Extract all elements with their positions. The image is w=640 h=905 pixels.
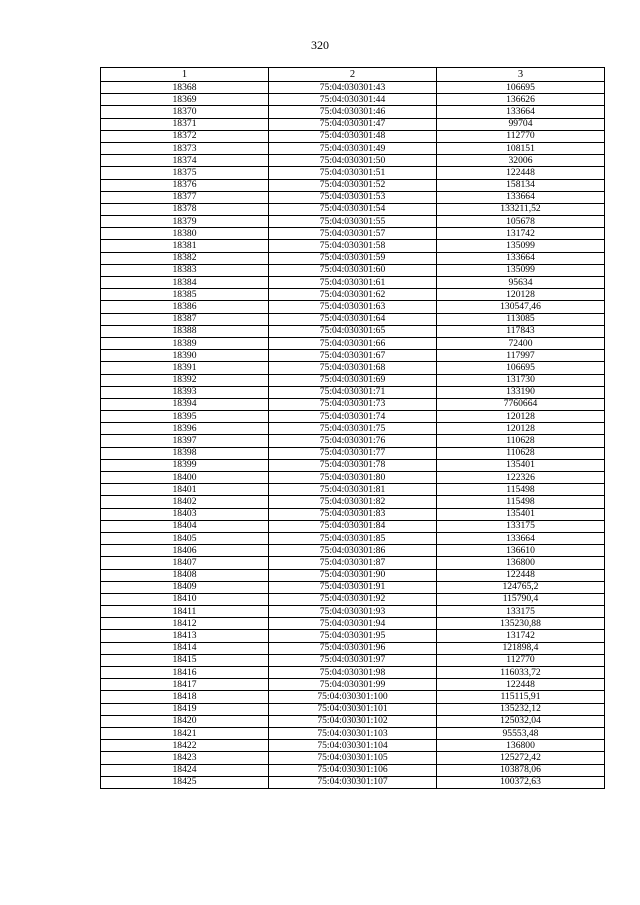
row-number-cell: 18400 [101,472,269,484]
table-row [101,679,605,691]
table-row [101,569,605,581]
cadastral-number-cell: 75:04:030301:101 [269,703,437,715]
cadastral-number-cell: 75:04:030301:103 [269,727,437,739]
table-row [101,654,605,666]
cadastral-number-cell: 75:04:030301:67 [269,350,437,362]
table-row [101,776,605,788]
table-row [101,606,605,618]
value-cell: 135099 [437,240,605,252]
value-cell: 135230,88 [437,618,605,630]
value-cell: 122448 [437,569,605,581]
table-row [101,472,605,484]
value-cell: 100372,63 [437,776,605,788]
cadastral-number-cell: 75:04:030301:104 [269,740,437,752]
table-row [101,557,605,569]
cadastral-number-cell: 75:04:030301:92 [269,593,437,605]
table-row [101,130,605,142]
cadastral-number-cell: 75:04:030301:91 [269,581,437,593]
cadastral-number-cell: 75:04:030301:99 [269,679,437,691]
table-row [101,203,605,215]
column-header-1: 1 [101,68,269,82]
value-cell: 121898,4 [437,642,605,654]
cadastral-number-cell: 75:04:030301:58 [269,240,437,252]
cadastral-number-cell: 75:04:030301:60 [269,264,437,276]
value-cell: 106695 [437,362,605,374]
row-number-cell: 18373 [101,142,269,154]
cadastral-number-cell: 75:04:030301:90 [269,569,437,581]
cadastral-number-cell: 75:04:030301:98 [269,667,437,679]
row-number-cell: 18397 [101,435,269,447]
value-cell: 115790,4 [437,593,605,605]
value-cell: 133190 [437,386,605,398]
row-number-cell: 18372 [101,130,269,142]
table-row [101,740,605,752]
row-number-cell: 18411 [101,606,269,618]
row-number-cell: 18386 [101,301,269,313]
table-row [101,435,605,447]
row-number-cell: 18409 [101,581,269,593]
table-row [101,167,605,179]
row-number-cell: 18391 [101,362,269,374]
value-cell: 158134 [437,179,605,191]
column-header-2: 2 [269,68,437,82]
row-number-cell: 18419 [101,703,269,715]
row-number-cell: 18378 [101,203,269,215]
table-row [101,155,605,167]
table-row [101,386,605,398]
cadastral-number-cell: 75:04:030301:68 [269,362,437,374]
cadastral-number-cell: 75:04:030301:66 [269,337,437,349]
value-cell: 105678 [437,216,605,228]
value-cell: 116033,72 [437,667,605,679]
table-row [101,264,605,276]
row-number-cell: 18417 [101,679,269,691]
value-cell: 122448 [437,167,605,179]
row-number-cell: 18384 [101,277,269,289]
row-number-cell: 18392 [101,374,269,386]
table-row [101,106,605,118]
cadastral-number-cell: 75:04:030301:80 [269,472,437,484]
table-row [101,508,605,520]
table-row [101,727,605,739]
cadastral-number-cell: 75:04:030301:69 [269,374,437,386]
value-cell: 117997 [437,350,605,362]
table-row [101,630,605,642]
row-number-cell: 18368 [101,82,269,94]
cadastral-number-cell: 75:04:030301:65 [269,325,437,337]
cadastral-number-cell: 75:04:030301:71 [269,386,437,398]
row-number-cell: 18382 [101,252,269,264]
cadastral-number-cell: 75:04:030301:48 [269,130,437,142]
table-row [101,216,605,228]
table-row [101,447,605,459]
value-cell: 133175 [437,520,605,532]
row-number-cell: 18389 [101,337,269,349]
row-number-cell: 18383 [101,264,269,276]
cadastral-number-cell: 75:04:030301:76 [269,435,437,447]
value-cell: 135401 [437,508,605,520]
row-number-cell: 18399 [101,459,269,471]
value-cell: 133664 [437,252,605,264]
row-number-cell: 18412 [101,618,269,630]
value-cell: 125272,42 [437,752,605,764]
cadastral-number-cell: 75:04:030301:57 [269,228,437,240]
row-number-cell: 18422 [101,740,269,752]
value-cell: 108151 [437,142,605,154]
table-row [101,520,605,532]
row-number-cell: 18406 [101,545,269,557]
table-row [101,118,605,130]
value-cell: 133211,52 [437,203,605,215]
cadastral-number-cell: 75:04:030301:55 [269,216,437,228]
cadastral-number-cell: 75:04:030301:102 [269,715,437,727]
row-number-cell: 18414 [101,642,269,654]
value-cell: 135099 [437,264,605,276]
table-row [101,362,605,374]
value-cell: 136610 [437,545,605,557]
table-header-row [101,68,605,82]
table-row [101,496,605,508]
value-cell: 125032,04 [437,715,605,727]
row-number-cell: 18425 [101,776,269,788]
cadastral-number-cell: 75:04:030301:64 [269,313,437,325]
cadastral-number-cell: 75:04:030301:81 [269,484,437,496]
row-number-cell: 18385 [101,289,269,301]
row-number-cell: 18395 [101,411,269,423]
cadastral-number-cell: 75:04:030301:85 [269,532,437,544]
row-number-cell: 18418 [101,691,269,703]
value-cell: 136800 [437,557,605,569]
value-cell: 115115,91 [437,691,605,703]
row-number-cell: 18379 [101,216,269,228]
row-number-cell: 18416 [101,667,269,679]
cadastral-number-cell: 75:04:030301:75 [269,423,437,435]
row-number-cell: 18415 [101,654,269,666]
cadastral-number-cell: 75:04:030301:50 [269,155,437,167]
value-cell: 131742 [437,228,605,240]
table-row [101,350,605,362]
value-cell: 124765,2 [437,581,605,593]
table-row [101,715,605,727]
row-number-cell: 18403 [101,508,269,520]
row-number-cell: 18369 [101,94,269,106]
row-number-cell: 18393 [101,386,269,398]
row-number-cell: 18424 [101,764,269,776]
cadastral-number-cell: 75:04:030301:49 [269,142,437,154]
table-row [101,691,605,703]
table-row [101,593,605,605]
cadastral-number-cell: 75:04:030301:95 [269,630,437,642]
row-number-cell: 18421 [101,727,269,739]
value-cell: 99704 [437,118,605,130]
row-number-cell: 18375 [101,167,269,179]
table-row [101,240,605,252]
value-cell: 113085 [437,313,605,325]
row-number-cell: 18407 [101,557,269,569]
value-cell: 131730 [437,374,605,386]
table-row [101,423,605,435]
value-cell: 131742 [437,630,605,642]
row-number-cell: 18402 [101,496,269,508]
value-cell: 130547,46 [437,301,605,313]
row-number-cell: 18376 [101,179,269,191]
row-number-cell: 18401 [101,484,269,496]
table-row [101,581,605,593]
value-cell: 115498 [437,484,605,496]
cadastral-number-cell: 75:04:030301:96 [269,642,437,654]
cadastral-number-cell: 75:04:030301:97 [269,654,437,666]
cadastral-number-cell: 75:04:030301:107 [269,776,437,788]
cadastral-number-cell: 75:04:030301:43 [269,82,437,94]
table-row [101,142,605,154]
value-cell: 122448 [437,679,605,691]
cadastral-number-cell: 75:04:030301:86 [269,545,437,557]
table-row [101,252,605,264]
cadastral-number-cell: 75:04:030301:47 [269,118,437,130]
value-cell: 106695 [437,82,605,94]
row-number-cell: 18413 [101,630,269,642]
row-number-cell: 18377 [101,191,269,203]
value-cell: 112770 [437,654,605,666]
table-row [101,289,605,301]
cadastral-number-cell: 75:04:030301:77 [269,447,437,459]
value-cell: 103878,06 [437,764,605,776]
row-number-cell: 18398 [101,447,269,459]
row-number-cell: 18408 [101,569,269,581]
value-cell: 133664 [437,191,605,203]
table-row [101,459,605,471]
cadastral-number-cell: 75:04:030301:59 [269,252,437,264]
value-cell: 115498 [437,496,605,508]
value-cell: 133664 [437,532,605,544]
cadastral-number-cell: 75:04:030301:62 [269,289,437,301]
table-row [101,94,605,106]
row-number-cell: 18390 [101,350,269,362]
table-row [101,532,605,544]
row-number-cell: 18370 [101,106,269,118]
table-row [101,179,605,191]
table-row [101,325,605,337]
value-cell: 136626 [437,94,605,106]
cadastral-number-cell: 75:04:030301:44 [269,94,437,106]
value-cell: 135232,12 [437,703,605,715]
table-row [101,545,605,557]
value-cell: 122326 [437,472,605,484]
table-row [101,301,605,313]
cadastral-number-cell: 75:04:030301:74 [269,411,437,423]
value-cell: 110628 [437,447,605,459]
value-cell: 72400 [437,337,605,349]
cadastral-number-cell: 75:04:030301:93 [269,606,437,618]
table-row [101,374,605,386]
cadastral-number-cell: 75:04:030301:63 [269,301,437,313]
cadastral-number-cell: 75:04:030301:82 [269,496,437,508]
value-cell: 120128 [437,411,605,423]
row-number-cell: 18387 [101,313,269,325]
cadastral-number-cell: 75:04:030301:94 [269,618,437,630]
table-row [101,82,605,94]
table-row [101,398,605,410]
cadastral-number-cell: 75:04:030301:106 [269,764,437,776]
row-number-cell: 18423 [101,752,269,764]
value-cell: 112770 [437,130,605,142]
value-cell: 110628 [437,435,605,447]
value-cell: 7760664 [437,398,605,410]
value-cell: 120128 [437,423,605,435]
table-body [101,82,605,789]
value-cell: 120128 [437,289,605,301]
cadastral-number-cell: 75:04:030301:84 [269,520,437,532]
row-number-cell: 18394 [101,398,269,410]
cadastral-number-cell: 75:04:030301:105 [269,752,437,764]
value-cell: 95553,48 [437,727,605,739]
cadastral-number-cell: 75:04:030301:87 [269,557,437,569]
table-row [101,764,605,776]
column-header-3: 3 [437,68,605,82]
data-table [100,67,605,789]
table-row [101,484,605,496]
table-row [101,752,605,764]
row-number-cell: 18388 [101,325,269,337]
row-number-cell: 18405 [101,532,269,544]
row-number-cell: 18381 [101,240,269,252]
page-number: 320 [311,38,329,52]
row-number-cell: 18410 [101,593,269,605]
value-cell: 95634 [437,277,605,289]
cadastral-number-cell: 75:04:030301:78 [269,459,437,471]
cadastral-number-cell: 75:04:030301:53 [269,191,437,203]
cadastral-number-cell: 75:04:030301:46 [269,106,437,118]
table-row [101,703,605,715]
table-row [101,228,605,240]
table-row [101,313,605,325]
value-cell: 136800 [437,740,605,752]
value-cell: 133664 [437,106,605,118]
value-cell: 133175 [437,606,605,618]
value-cell: 117843 [437,325,605,337]
row-number-cell: 18371 [101,118,269,130]
table-row [101,618,605,630]
value-cell: 135401 [437,459,605,471]
table-row [101,667,605,679]
cadastral-number-cell: 75:04:030301:61 [269,277,437,289]
cadastral-number-cell: 75:04:030301:83 [269,508,437,520]
table-row [101,337,605,349]
table-row [101,642,605,654]
cadastral-number-cell: 75:04:030301:100 [269,691,437,703]
row-number-cell: 18420 [101,715,269,727]
row-number-cell: 18380 [101,228,269,240]
cadastral-number-cell: 75:04:030301:51 [269,167,437,179]
table-row [101,411,605,423]
table-row [101,277,605,289]
row-number-cell: 18396 [101,423,269,435]
cadastral-number-cell: 75:04:030301:73 [269,398,437,410]
cadastral-number-cell: 75:04:030301:54 [269,203,437,215]
value-cell: 32006 [437,155,605,167]
row-number-cell: 18374 [101,155,269,167]
row-number-cell: 18404 [101,520,269,532]
cadastral-number-cell: 75:04:030301:52 [269,179,437,191]
table-row [101,191,605,203]
